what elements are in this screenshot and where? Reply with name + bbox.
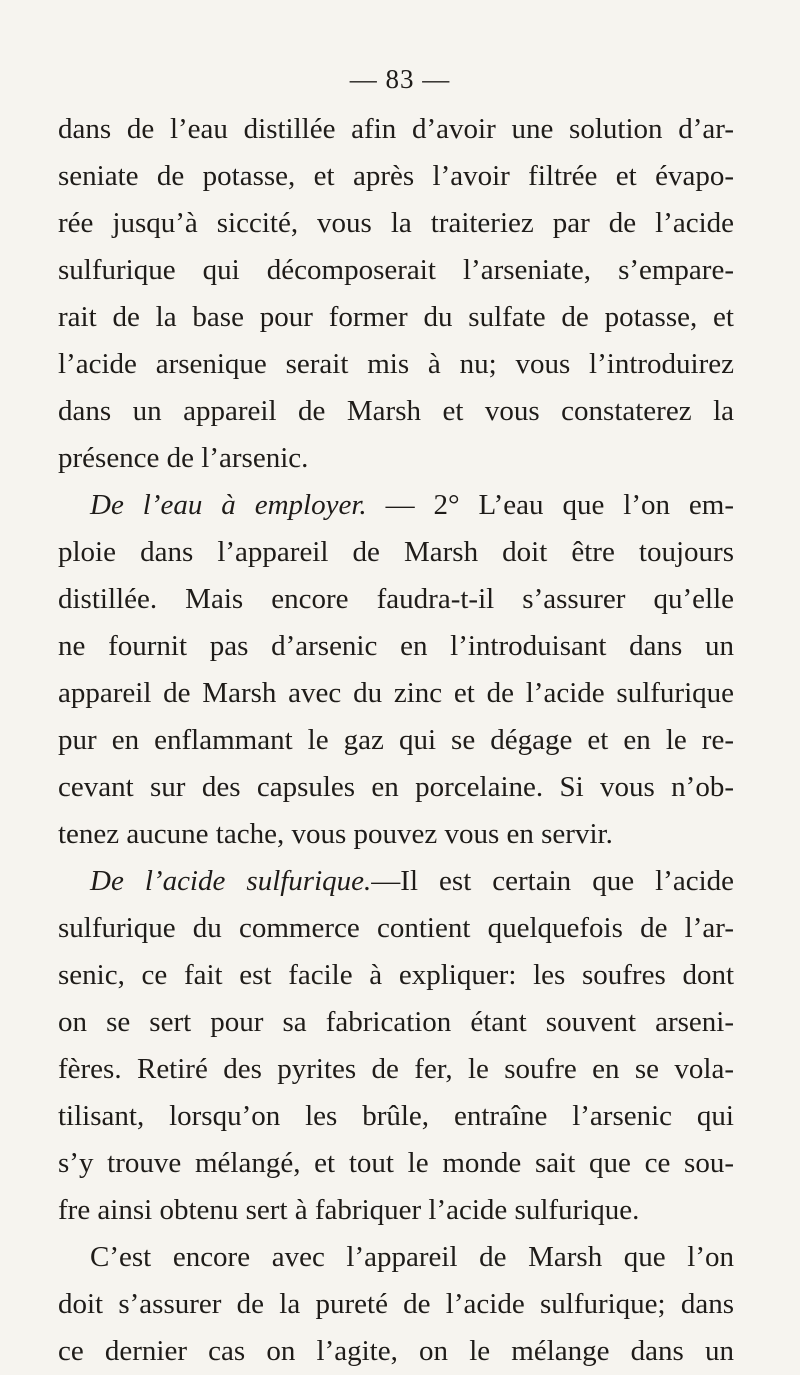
text-line: tilisant, lorsqu’on les brûle, entraîne l’arsenic qui bbox=[58, 1100, 734, 1132]
section-heading-line bbox=[58, 482, 734, 529]
page-text bbox=[58, 106, 734, 1375]
text-line: doit s’assurer de la pureté de l’acide sulfurique; dans bbox=[58, 1288, 734, 1320]
section-title-eau: De l’eau à employer. bbox=[90, 489, 367, 521]
text-line: rait de la base pour former du sulfate de potasse, et bbox=[58, 301, 734, 333]
section-title-acide: De l’acide sulfurique. bbox=[90, 865, 372, 897]
text-line: ce dernier cas on l’agite, on le mélange dans un bbox=[58, 1335, 734, 1367]
text-line: ne fournit pas d’arsenic en l’introduisant dans un bbox=[58, 630, 734, 662]
section-heading-line bbox=[58, 858, 734, 905]
text-line: distillée. Mais encore faudra-t-il s’assurer qu’elle bbox=[58, 583, 734, 615]
text-line: s’y trouve mélangé, et tout le monde sait que ce sou- bbox=[58, 1147, 734, 1179]
text-line: dans de l’eau distillée afin d’avoir une solution d’ar- bbox=[58, 113, 734, 145]
text-line: dans un appareil de Marsh et vous constaterez la bbox=[58, 395, 734, 427]
text-line: appareil de Marsh avec du zinc et de l’acide sulfurique bbox=[58, 677, 734, 709]
page-number: — 83 — bbox=[349, 64, 451, 94]
text-line: senic, ce fait est facile à expliquer: les soufres dont bbox=[58, 959, 734, 991]
text-line: sulfurique qui décomposerait l’arseniate, s’empare- bbox=[58, 254, 734, 286]
text-line: on se sert pour sa fabrication étant souvent arseni- bbox=[58, 1006, 734, 1038]
text-line: fères. Retiré des pyrites de fer, le soufre en se vola- bbox=[58, 1053, 734, 1085]
text-line: fre ainsi obtenu sert à fabriquer l’acide sulfurique. bbox=[58, 1194, 640, 1226]
text-line: C’est encore avec l’appareil de Marsh que l’on bbox=[90, 1241, 734, 1273]
text-line: rée jusqu’à siccité, vous la traiteriez par de l’acide bbox=[58, 207, 734, 239]
text-line: l’acide arsenique serait mis à nu; vous l’introduirez bbox=[58, 348, 734, 380]
text-line: cevant sur des capsules en porcelaine. Si vous n’ob- bbox=[58, 771, 734, 803]
section-intro-acide: —Il est certain que l’acide bbox=[371, 865, 734, 897]
text-line: seniate de potasse, et après l’avoir filtrée et évapo- bbox=[58, 160, 734, 192]
text-line: sulfurique du commerce contient quelquefois de l’ar- bbox=[58, 912, 734, 944]
text-line: pur en enflammant le gaz qui se dégage et en le re- bbox=[58, 724, 734, 756]
text-line: tenez aucune tache, vous pouvez vous en servir. bbox=[58, 818, 613, 850]
section-intro-eau: — 2° L’eau que l’on em- bbox=[366, 489, 734, 521]
text-line: ploie dans l’appareil de Marsh doit être toujours bbox=[58, 536, 734, 568]
text-line: présence de l’arsenic. bbox=[58, 442, 309, 474]
